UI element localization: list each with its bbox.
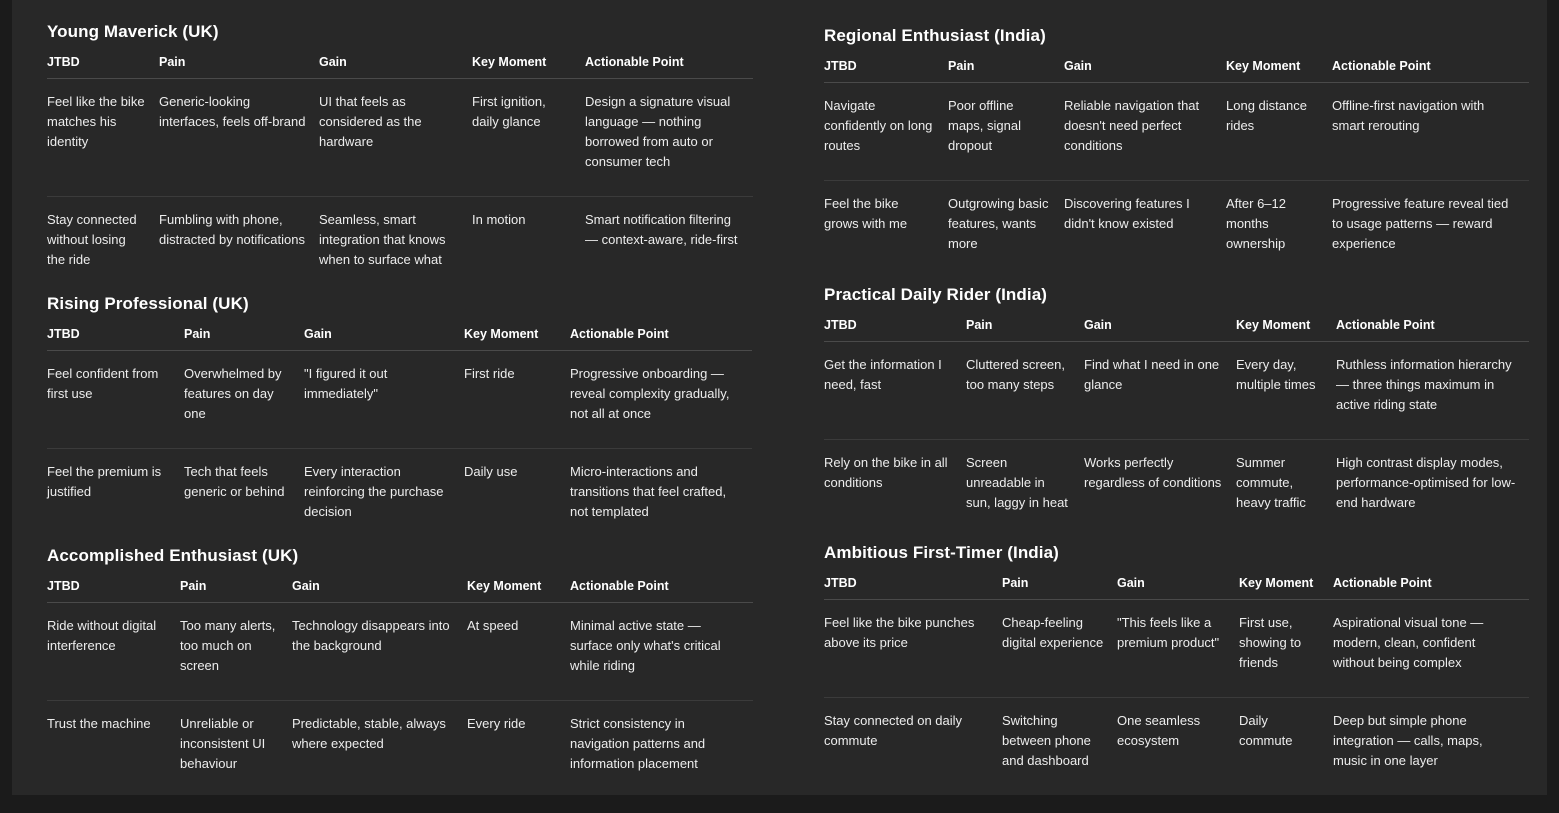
persona-title: Accomplished Enthusiast (UK)	[47, 546, 299, 565]
column-header-actionable-point: Actionable Point	[1333, 576, 1529, 600]
cell-key-moment: At speed	[467, 603, 570, 701]
cell-gain: Reliable navigation that doesn't need perfect conditions	[1064, 83, 1226, 181]
column-header-actionable-point: Actionable Point	[585, 55, 753, 79]
cell-actionable-point: Deep but simple phone integration — calls, maps, music in one layer	[1333, 713, 1483, 768]
cell-pain: Screen unreadable in sun, laggy in heat	[966, 455, 1068, 511]
cell-gain: Predictable, stable, always where expected	[292, 716, 446, 751]
cell-gain: Seamless, smart integration that knows when to surface what	[319, 212, 446, 267]
persona-title: Regional Enthusiast (India)	[824, 26, 1046, 45]
cell-key-moment: First ignition, daily glance	[472, 79, 585, 197]
table-row	[47, 351, 752, 449]
table-row	[824, 698, 1529, 796]
table-header-row	[47, 327, 752, 351]
table-row	[824, 440, 1529, 538]
cell-key-moment: First ride	[464, 351, 570, 449]
persona-block-regional-enthusiast	[824, 26, 1547, 278]
persona-block-young-maverick	[47, 22, 812, 294]
cell-gain: Technology disappears into the background	[292, 603, 467, 701]
table-row	[47, 79, 753, 197]
table-row	[47, 701, 753, 799]
cell-actionable-point: Offline-first navigation with smart rerouting	[1332, 83, 1529, 181]
cell-gain: Discovering features I didn't know existed	[1064, 196, 1190, 231]
column-header-gain: Gain	[319, 55, 472, 79]
persona-title: Practical Daily Rider (India)	[824, 285, 1048, 305]
column-header-key-moment: Key Moment	[1226, 59, 1332, 83]
column-header-jtbd: JTBD	[824, 318, 966, 342]
cell-actionable-point: Progressive onboarding — reveal complexity gradually, not all at once	[570, 351, 752, 449]
table-header-row	[47, 579, 753, 603]
column-header-jtbd: JTBD	[824, 59, 948, 83]
cell-actionable-point: Minimal active state — surface only what's critical while riding	[570, 603, 753, 701]
cell-gain: UI that feels as considered as the hardware	[319, 79, 472, 197]
cell-pain: Overwhelmed by features on day one	[184, 351, 304, 449]
table-row	[47, 197, 753, 295]
column-header-pain: Pain	[966, 318, 1084, 342]
column-header-jtbd: JTBD	[824, 576, 1002, 600]
persona-block-accomplished-enthusiast	[47, 546, 812, 798]
cell-actionable-point: Strict consistency in navigation patterns and information placement	[570, 716, 706, 771]
jtbd-table	[47, 579, 753, 798]
cell-key-moment: Daily use	[464, 464, 518, 479]
cell-pain: Switching between phone and dashboard	[1002, 713, 1091, 768]
column-header-key-moment: Key Moment	[1236, 318, 1336, 342]
table-header-row	[47, 55, 753, 79]
jtbd-table	[824, 576, 1529, 795]
cell-jtbd: Feel the bike grows with me	[824, 196, 908, 231]
cell-pain: Cheap-feeling digital experience	[1002, 600, 1117, 698]
cell-jtbd: Navigate confidently on long routes	[824, 83, 948, 181]
cell-pain: Fumbling with phone, distracted by notifications	[159, 212, 305, 247]
column-header-key-moment: Key Moment	[472, 55, 585, 79]
cell-gain: "I figured it out immediately"	[304, 351, 464, 449]
column-header-actionable-point: Actionable Point	[570, 327, 752, 351]
cell-actionable-point: Design a signature visual language — nothing borrowed from auto or consumer tech	[585, 79, 753, 197]
cell-key-moment: Long distance rides	[1226, 83, 1332, 181]
persona-title: Ambitious First-Timer (India)	[824, 543, 1059, 562]
cell-jtbd: Trust the machine	[47, 716, 151, 731]
column-header-gain: Gain	[292, 579, 467, 603]
cell-key-moment: Summer commute, heavy traffic	[1236, 455, 1306, 511]
cell-actionable-point: Micro-interactions and transitions that feel crafted, not templated	[570, 464, 727, 519]
cell-pain: Too many alerts, too much on screen	[180, 603, 292, 701]
persona-block-rising-professional	[47, 294, 812, 546]
cell-gain: Works perfectly regardless of conditions	[1084, 455, 1222, 491]
column-header-pain: Pain	[948, 59, 1064, 83]
table-header-row	[824, 576, 1529, 600]
section-spacer	[824, 278, 1547, 285]
column-header-actionable-point: Actionable Point	[1332, 59, 1529, 83]
cell-gain: Find what I need in one glance	[1084, 342, 1236, 440]
cell-jtbd: Get the information I need, fast	[824, 342, 966, 440]
persona-columns	[12, 0, 1547, 795]
table-row	[824, 342, 1529, 440]
column-header-pain: Pain	[184, 327, 304, 351]
left-column	[12, 0, 812, 795]
table-header-row	[824, 318, 1529, 342]
cell-gain: Every interaction reinforcing the purchase decision	[304, 464, 444, 519]
cell-pain: Poor offline maps, signal dropout	[948, 83, 1064, 181]
cell-pain: Generic-looking interfaces, feels off-brand	[159, 79, 319, 197]
cell-jtbd: Feel like the bike matches his identity	[47, 79, 159, 197]
content-plate	[12, 0, 1547, 795]
table-row	[47, 449, 752, 547]
cell-key-moment: Daily commute	[1239, 713, 1293, 748]
cell-jtbd: Feel confident from first use	[47, 351, 184, 449]
column-header-actionable-point: Actionable Point	[1336, 318, 1529, 342]
cell-pain: Cluttered screen, too many steps	[966, 342, 1084, 440]
column-header-key-moment: Key Moment	[467, 579, 570, 603]
column-header-jtbd: JTBD	[47, 55, 159, 79]
table-header-row	[824, 59, 1529, 83]
column-header-actionable-point: Actionable Point	[570, 579, 753, 603]
cell-jtbd: Feel the premium is justified	[47, 464, 162, 499]
cell-actionable-point: Progressive feature reveal tied to usage patterns — reward experience	[1332, 196, 1509, 251]
persona-block-ambitious-first-timer	[824, 543, 1547, 795]
cell-jtbd: Ride without digital interference	[47, 603, 180, 701]
cell-pain: Outgrowing basic features, wants more	[948, 196, 1049, 251]
column-header-pain: Pain	[180, 579, 292, 603]
cell-actionable-point: High contrast display modes, performance-optimised for low-end hardware	[1336, 455, 1516, 511]
column-header-gain: Gain	[1084, 318, 1236, 342]
persona-title: Rising Professional (UK)	[47, 294, 249, 313]
cell-jtbd: Stay connected without losing the ride	[47, 212, 137, 267]
cell-jtbd: Feel like the bike punches above its price	[824, 600, 1002, 698]
jtbd-table	[47, 327, 752, 546]
cell-pain: Tech that feels generic or behind	[184, 464, 285, 499]
column-header-pain: Pain	[1002, 576, 1117, 600]
cell-jtbd: Rely on the bike in all conditions	[824, 455, 948, 491]
table-row	[47, 603, 753, 701]
cell-key-moment: Every ride	[467, 716, 526, 731]
column-header-key-moment: Key Moment	[464, 327, 570, 351]
persona-block-practical-daily-rider	[824, 285, 1547, 537]
right-column	[812, 0, 1547, 795]
cell-key-moment: In motion	[472, 212, 526, 227]
table-row	[824, 181, 1529, 279]
cell-actionable-point: Aspirational visual tone — modern, clean, confident without being complex	[1333, 600, 1529, 698]
jtbd-table	[824, 59, 1529, 278]
cell-actionable-point: Ruthless information hierarchy — three things maximum in active riding state	[1336, 342, 1529, 440]
cell-key-moment: First use, showing to friends	[1239, 600, 1333, 698]
column-header-jtbd: JTBD	[47, 579, 180, 603]
cell-key-moment: Every day, multiple times	[1236, 342, 1336, 440]
cell-gain: One seamless ecosystem	[1117, 713, 1201, 748]
cell-pain: Unreliable or inconsistent UI behaviour	[180, 716, 266, 771]
column-header-pain: Pain	[159, 55, 319, 79]
column-header-gain: Gain	[1117, 576, 1239, 600]
cell-jtbd: Stay connected on daily commute	[824, 713, 963, 748]
persona-title: Young Maverick (UK)	[47, 22, 219, 41]
jtbd-table	[824, 318, 1529, 537]
column-header-jtbd: JTBD	[47, 327, 184, 351]
column-header-gain: Gain	[1064, 59, 1226, 83]
table-row	[824, 83, 1529, 181]
jtbd-table	[47, 55, 753, 294]
column-header-gain: Gain	[304, 327, 464, 351]
cell-key-moment: After 6–12 months ownership	[1226, 196, 1286, 251]
cell-gain: "This feels like a premium product"	[1117, 600, 1239, 698]
table-row	[824, 600, 1529, 698]
column-header-key-moment: Key Moment	[1239, 576, 1333, 600]
cell-actionable-point: Smart notification filtering — context-aware, ride-first	[585, 212, 738, 247]
